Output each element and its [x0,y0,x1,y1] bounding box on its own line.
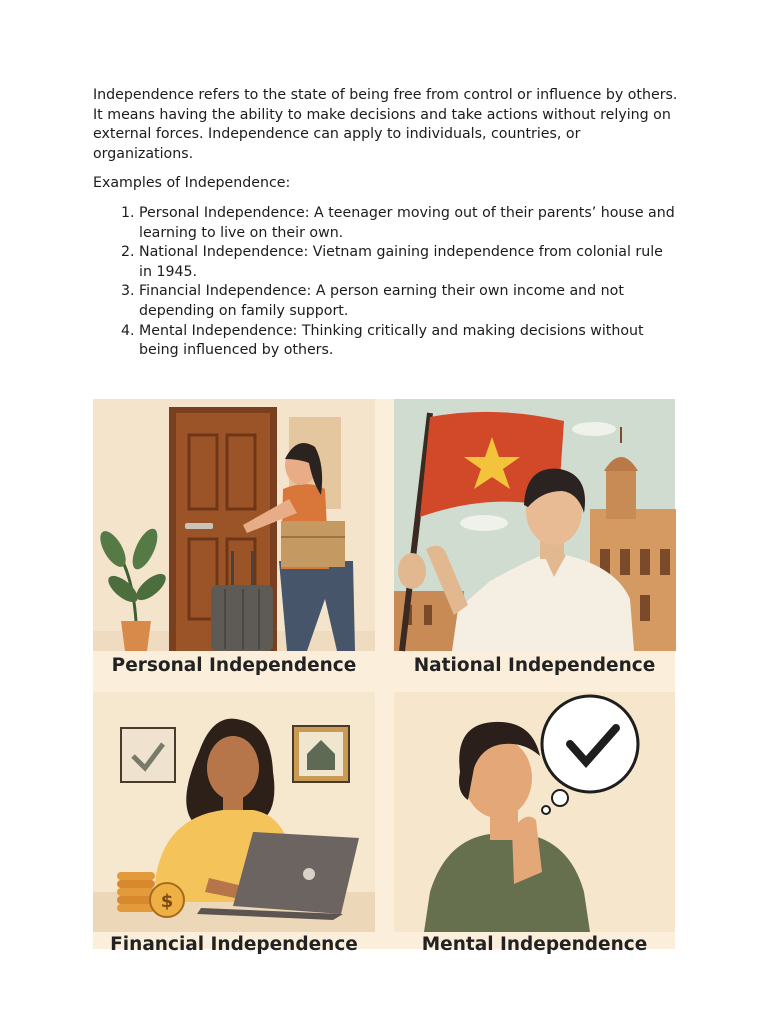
national-caption: National Independence [413,655,656,676]
financial-caption: Financial Independence [110,934,358,955]
examples-list [93,204,678,361]
national-illustration [394,399,675,651]
list-item: 4. Mental Independence: Thinking critically and making decisions without being influenced by others. [139,322,678,361]
personal-caption: Personal Independence [111,655,357,676]
national-panel [394,399,675,676]
list-item: 1. Personal Independence: A teenager moving out of their parents’ house and learning to live on their own. [139,204,678,243]
personal-panel [93,399,375,676]
mental-panel [394,692,675,955]
personal-illustration [93,399,375,651]
svg-text:$: $ [160,891,174,912]
document-body [93,86,678,361]
independence-illustration [93,399,675,955]
mental-caption: Mental Independence [421,934,648,955]
financial-panel [93,692,375,955]
intro-paragraph: Independence refers to the state of being free from control or influence by others. It means having the ability to make decisions and take actions without relying on external forces. Independence can apply to individuals, countries, or organizations. [93,87,678,162]
financial-illustration [93,692,375,932]
mental-illustration [394,692,675,932]
examples-heading: Examples of Independence: [93,175,291,192]
list-item: 3. Financial Independence: A person earning their own income and not depending on family support. [139,282,678,321]
list-item: 2. National Independence: Vietnam gaining independence from colonial rule in 1945. [139,243,678,282]
